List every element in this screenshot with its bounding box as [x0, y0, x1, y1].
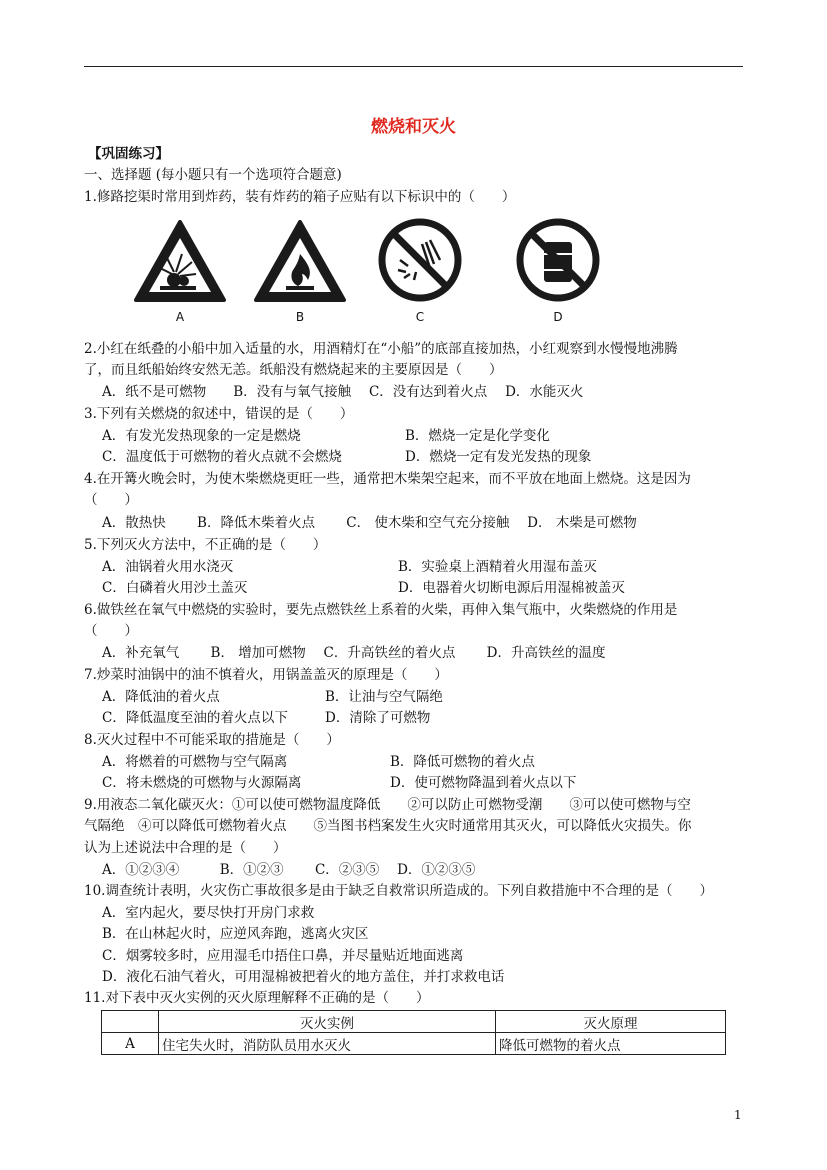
table-header-cell: 灭火原理	[496, 1011, 726, 1033]
q8-option-b: B．降低可燃物的着火点	[390, 754, 535, 770]
explosive-warning-icon	[130, 214, 230, 310]
q8-stem: 8.灭火过程中不可能采取的措施是（ ）	[84, 732, 340, 748]
q6-stem-line1: 6.做铁丝在氧气中燃烧的实验时，要先点燃铁丝上系着的火柴，再伸入集气瓶中，火柴燃烧的作用是	[84, 602, 678, 618]
section-label: 【巩固练习】	[88, 146, 169, 162]
sign-c	[370, 214, 470, 332]
flammable-warning-icon	[250, 214, 350, 310]
q3-option-d: D．燃烧一定有发光发热的现象	[405, 449, 592, 465]
q2-stem-line2: 了，而且纸船始终安然无恙。纸船没有燃烧起来的主要原因是（ ）	[84, 362, 503, 378]
q10-option-c: C．烟雾较多时，应用湿毛巾捂住口鼻，并尽量贴近地面逃离	[102, 948, 464, 964]
table-header-cell	[102, 1011, 159, 1033]
q9-stem-line2: 气隔绝 ④可以降低可燃物着火点 ⑤当图书档案发生火灾时通常用其灭火，可以降低火灾损失。你	[84, 818, 692, 834]
q1-stem: 1.修路挖渠时常用到炸药，装有炸药的箱子应贴有以下标识中的（ ）	[84, 189, 516, 205]
header-rule	[84, 66, 743, 67]
q6-options: A．补充氧气 B． 增加可燃物 C．升高铁丝的着火点 D．升高铁丝的温度	[102, 645, 606, 661]
table-header-row	[102, 1011, 726, 1033]
q3-option-a: A．有发光发热现象的一定是燃烧	[102, 428, 301, 444]
table-cell: 住宅失火时，消防队员用水灭火	[159, 1033, 496, 1055]
sign-c-label: C	[415, 310, 425, 324]
part-heading: 一、选择题 (每小题只有一个选项符合题意)	[84, 167, 342, 183]
q9-stem-line3: 认为上述说法中合理的是（ ）	[84, 840, 287, 856]
q8-option-c: C．将未燃烧的可燃物与火源隔离	[102, 775, 302, 791]
q7-stem: 7.炒菜时油锅中的油不慎着火，用锅盖盖灭的原理是（ ）	[84, 667, 448, 683]
q6-stem-line2: （ ）	[84, 623, 138, 639]
q8-option-a: A．将燃着的可燃物与空气隔离	[102, 754, 288, 770]
q3-option-c: C．温度低于可燃物的着火点就不会燃烧	[102, 449, 342, 465]
q3-stem: 3.下列有关燃烧的叙述中，错误的是（ ）	[84, 406, 354, 422]
sign-b-label: B	[295, 310, 305, 324]
page-number: 1	[734, 1108, 742, 1122]
q7-option-d: D．清除了可燃物	[325, 710, 431, 726]
sign-d-label: D	[553, 310, 563, 324]
q4-stem-line1: 4.在开篝火晚会时，为使木柴燃烧更旺一些，通常把木柴架空起来，而不平放在地面上燃烧。这是因为	[84, 471, 691, 487]
hazard-signs	[130, 214, 590, 332]
q5-option-a: A．油锅着火用水浇灭	[102, 559, 234, 575]
q4-options: A．散热快 B．降低木柴着火点 C． 使木柴和空气充分接触 D． 木柴是可燃物	[102, 515, 637, 531]
sign-a	[130, 214, 230, 332]
no-fireworks-icon	[370, 214, 470, 310]
q10-stem: 10.调查统计表明，火灾伤亡事故很多是由于缺乏自救常识所造成的。下列自救措施中不合理的是（ ）	[84, 883, 713, 899]
table-row	[102, 1033, 726, 1055]
table-header-cell: 灭火实例	[159, 1011, 496, 1033]
no-fuel-drum-icon	[508, 214, 608, 310]
q5-option-b: B．实验桌上酒精着火用湿布盖灭	[398, 559, 597, 575]
sign-a-label: A	[175, 310, 185, 324]
q7-option-a: A．降低油的着火点	[102, 689, 220, 705]
q5-stem: 5.下列灭火方法中，不正确的是（ ）	[84, 537, 327, 553]
sign-b	[250, 214, 350, 332]
table-cell: A	[102, 1033, 159, 1055]
q8-option-d: D．使可燃物降温到着火点以下	[390, 775, 577, 791]
q5-option-d: D．电器着火切断电源后用湿棉被盖灭	[398, 580, 625, 596]
q9-options: A．①②③④ B．①②③ C．②③⑤ D．①②③⑤	[102, 862, 476, 878]
table-cell: 降低可燃物的着火点	[496, 1033, 726, 1055]
q10-option-a: A．室内起火，要尽快打开房门求救	[102, 905, 315, 921]
sign-d	[508, 214, 608, 332]
q5-option-c: C．白磷着火用沙土盖灭	[102, 580, 248, 596]
q2-options: A．纸不是可燃物 B．没有与氧气接触 C．没有达到着火点 D．水能灭火	[102, 384, 584, 400]
q9-stem-line1: 9.用液态二氧化碳灭火：①可以使可燃物温度降低 ②可以防止可燃物受潮 ③可以使可燃物与空	[84, 797, 691, 813]
q10-option-d: D．液化石油气着火，可用湿棉被把着火的地方盖住，并打求救电话	[102, 969, 505, 985]
q7-option-b: B．让油与空气隔绝	[325, 689, 443, 705]
q3-option-b: B．燃烧一定是化学变化	[405, 428, 550, 444]
q11-table	[101, 1010, 726, 1055]
page-title: 燃烧和灭火	[371, 117, 456, 137]
q7-option-c: C．降低温度至油的着火点以下	[102, 710, 288, 726]
q2-stem-line1: 2.小红在纸叠的小船中加入适量的水，用酒精灯在“小船”的底部直接加热，小红观察到水慢慢地沸腾	[84, 341, 678, 357]
q4-stem-line2: （ ）	[84, 492, 138, 508]
q11-stem: 11.对下表中灭火实例的灭火原理解释不正确的是（ ）	[84, 990, 430, 1006]
q10-option-b: B．在山林起火时，应逆风奔跑，逃离火灾区	[102, 926, 369, 942]
